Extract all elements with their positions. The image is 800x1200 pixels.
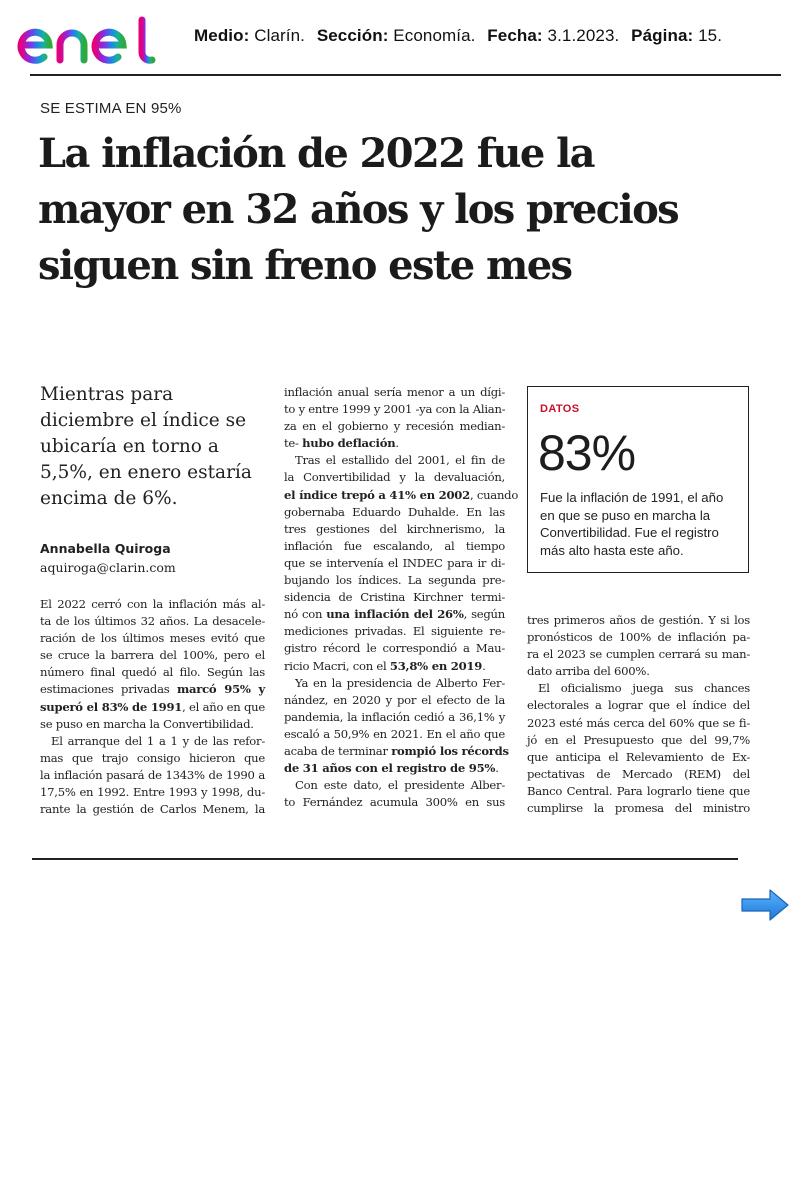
text-line: escaló a 50,9% en 2021. En el año que (284, 726, 505, 741)
article-headline (38, 126, 778, 294)
bold-text: hubo deflación (302, 436, 396, 451)
bold-text: una inflación del 26% (326, 607, 464, 622)
header-divider (30, 74, 781, 76)
bold-text: rompió los récords (391, 743, 509, 758)
text-line: mas que trajo consigo hicieron que (40, 750, 265, 765)
text-line: Con este dato, el presidente Alber- (295, 778, 505, 793)
publication-meta (194, 26, 722, 46)
text-line (40, 699, 265, 716)
text-line (284, 435, 505, 452)
text-line: dato arriba del 600%. (527, 664, 650, 679)
text-line: to Fernández acumula 300% en sus (284, 795, 505, 810)
deck-line: ubicaría en torno a (40, 436, 219, 457)
text-line: 17,5% en 1992. Entre 1993 y 1998, du- (40, 785, 265, 800)
datos-label: DATOS (540, 403, 580, 415)
text-line: ración de los últimos meses evitó que (40, 631, 265, 646)
medio-label: Medio: (194, 26, 250, 45)
text-line: nández, en 2020 y por el efecto de la (284, 692, 505, 707)
bold-text: marcó 95% y (176, 682, 265, 697)
deck-line: encima de 6%. (40, 488, 178, 509)
text-line: pectativas de Mercado (REM) del (527, 766, 750, 781)
author-name: Annabella Quiroga (40, 541, 171, 556)
deck-line: diciembre el índice se (40, 410, 247, 431)
text-line: pandemia, la inflación cedió a 36,1% y (284, 709, 505, 724)
text-line (284, 606, 505, 623)
body-column-2 (284, 384, 519, 811)
text-line: jó en el Presupuesto que del 99,7% (527, 732, 750, 747)
text-line: mediciones privadas. El siguiente re- (284, 624, 505, 639)
datos-box (527, 386, 749, 573)
pagina-value: 15. (698, 26, 723, 45)
datos-caption-line: Convertibilidad. Fue el registro (540, 525, 719, 540)
text-line: tres gestiones del kirchnerismo, la (284, 521, 505, 536)
headline-line: mayor en 32 años y los precios (38, 186, 679, 233)
seccion-label: Sección: (316, 26, 389, 45)
text-fragment: nó con (284, 607, 327, 622)
text-line: inflación anual sería menor a un dígi- (284, 385, 505, 399)
datos-caption-line: en que se puso en marcha la (540, 507, 711, 523)
text-line: la Convertibilidad y la devaluación, (284, 470, 505, 485)
text-fragment: estimaciones privadas (40, 682, 177, 697)
text-line: Tras el estallido del 2001, el fin de (295, 453, 505, 468)
deck-line: 5,5%, en enero estaría (40, 462, 252, 483)
text-fragment: te- (284, 436, 303, 451)
text-fragment: , según (463, 607, 505, 622)
seccion-value: Economía. (393, 26, 476, 45)
text-fragment: . (482, 658, 486, 673)
datos-caption-line: más alto hasta este año. (540, 542, 684, 558)
text-line: se cruce la barrera del 100%, pero el (40, 648, 265, 663)
text-fragment: . (495, 761, 499, 776)
text-line: El oficialismo juega sus chances (538, 681, 750, 696)
text-line: to y entre 1999 y 2001 -ya con la Alian- (284, 402, 506, 417)
body-column-1 (40, 596, 265, 818)
text-line (284, 743, 509, 760)
text-line: 2023 esté más cerca del 60% que se fi- (527, 715, 750, 730)
text-line: cumplirse la promesa del ministro (527, 801, 750, 816)
datos-caption (540, 489, 740, 559)
text-line: Ya en la presidencia de Alberto Fer- (295, 675, 505, 690)
text-line: número final quedó al filo. Según las (40, 665, 265, 680)
text-line: Banco Central. Para lograrlo tiene que (527, 783, 750, 798)
footer-divider (32, 858, 738, 860)
text-line: bujando los índices. La segunda pre- (284, 573, 505, 588)
headline-line: La inflación de 2022 fue la (38, 130, 594, 177)
text-line: ra el 2023 se cumplen cerrará su man- (527, 647, 750, 662)
text-line: tres primeros años de gestión. Y si los (527, 613, 750, 627)
author-email: aquiroga@clarin.com (40, 560, 176, 575)
bold-text: 53,8% en 2019 (389, 658, 483, 673)
headline-line: siguen sin freno este mes (38, 242, 572, 289)
text-line (284, 658, 505, 675)
body-column-3 (527, 612, 750, 817)
fecha-label: Fecha: (487, 26, 543, 45)
text-line: que se intervenía el INDEC para ir di- (284, 555, 505, 570)
text-line: ta de los últimos 32 años. La desacele- (40, 614, 265, 629)
text-line: que anticipa el Relevamiento de Ex- (527, 749, 750, 764)
fecha-value: 3.1.2023. (547, 26, 620, 45)
bold-text: superó el 83% de 1991 (40, 699, 183, 714)
text-line: za en el gobierno y recesión median- (284, 419, 505, 434)
text-line: gistro récord le correspondió a Mau- (284, 641, 505, 656)
text-fragment: . (395, 436, 399, 451)
text-line: sidencia de Cristina Kirchner termi- (284, 590, 505, 605)
article-kicker: SE ESTIMA EN 95% (40, 100, 182, 117)
text-line (284, 487, 519, 504)
bold-text: el índice trepó a 41% en 2002 (284, 487, 470, 502)
text-line: rante la gestión de Carlos Menem, la (40, 802, 265, 817)
article-deck (40, 382, 265, 512)
medio-value: Clarín. (254, 26, 305, 45)
text-line: gobernaba Eduardo Duhalde. En las (284, 504, 505, 519)
arrow-right-icon[interactable] (740, 888, 790, 922)
deck-line: Mientras para (40, 384, 174, 405)
text-line (284, 760, 505, 777)
text-line: electorales a lograr que el índice del (527, 698, 750, 713)
text-line: se puso en marcha la Convertibilidad. (40, 716, 254, 731)
text-line: pronósticos de 100% de inflación pa- (527, 630, 750, 645)
text-line: inflación fue escalando, al tiempo (284, 538, 505, 553)
text-line: El 2022 cerró con la inflación más al- (40, 597, 265, 611)
text-line (40, 681, 265, 698)
text-fragment: ricio Macri, con el (284, 658, 390, 673)
text-fragment: , cuando (469, 487, 519, 502)
text-line: la inflación pasará de 1343% de 1990 a (40, 767, 265, 782)
text-line: El arranque del 1 a 1 y de las refor- (51, 733, 265, 748)
text-fragment: , el año en que (182, 699, 266, 714)
pagina-label: Página: (631, 26, 694, 45)
enel-logo (16, 12, 170, 68)
datos-caption-line: Fue la inflación de 1991, el año (540, 490, 724, 505)
bold-text: de 31 años con el registro de 95% (284, 761, 496, 776)
datos-figure: 83% (538, 425, 636, 481)
text-fragment: acaba de terminar (284, 743, 392, 758)
